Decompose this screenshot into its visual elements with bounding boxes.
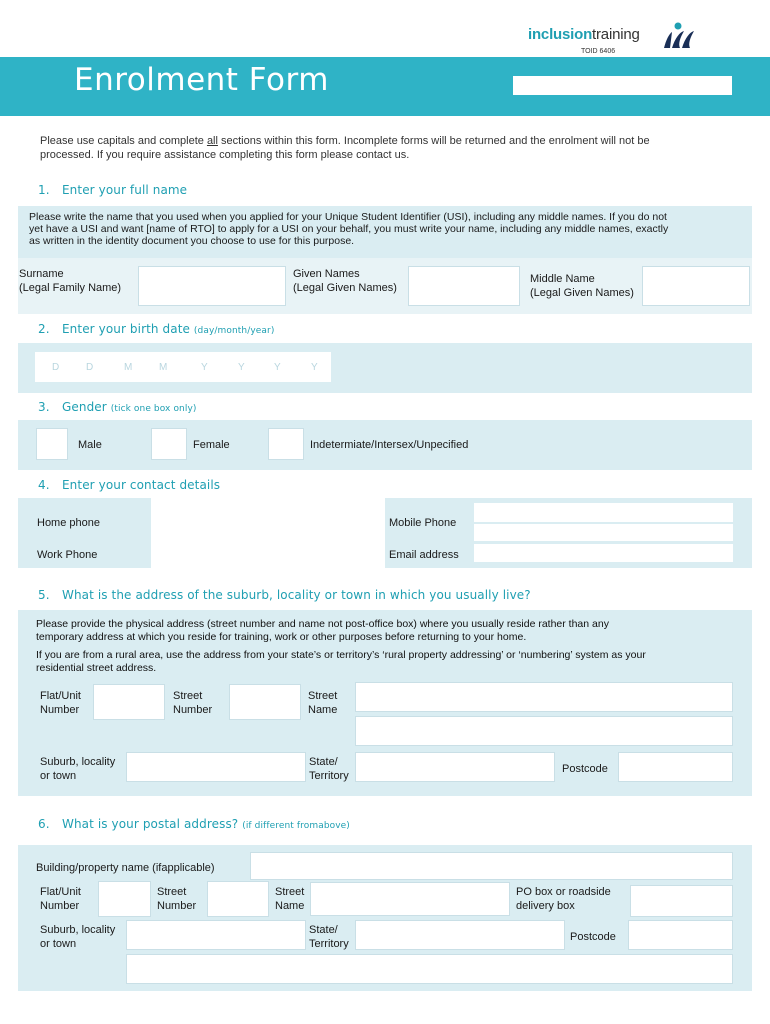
s1-instruction-line2: yet have a USI and want [name of RTO] to apply for a USI on your behalf, you must write your name, including any middle names, exactly	[29, 223, 669, 235]
s6-suburb-input[interactable]	[126, 920, 306, 950]
s5-street-number-input[interactable]	[229, 684, 301, 720]
s5-street-name-line1: Street	[308, 690, 338, 702]
middle-name-input[interactable]	[642, 266, 750, 306]
s6-state-input[interactable]	[355, 920, 565, 950]
surname-input[interactable]	[138, 266, 286, 306]
s6-suburb-line1: Suburb, locality	[40, 924, 116, 936]
s6-street-name-input[interactable]	[310, 882, 510, 916]
s6-street-number-input[interactable]	[207, 881, 269, 917]
section-2-subtitle: (day/month/year)	[193, 326, 275, 336]
section-6-number: 6.	[38, 817, 50, 831]
s5-street-name-line2: Name	[308, 704, 338, 716]
logo-mark-icon	[658, 22, 698, 50]
s5-para2-line2: residential street address.	[36, 662, 157, 674]
intro-part1: Please use capitals and complete	[40, 135, 207, 147]
po-box-line1: PO box or roadside	[516, 886, 611, 898]
s5-postcode-label: Postcode	[562, 763, 608, 775]
work-phone-input[interactable]	[151, 536, 376, 564]
birth-month-1: M	[124, 362, 133, 373]
logo-wordmark	[528, 26, 640, 43]
po-box-line2: delivery box	[516, 900, 575, 912]
s6-suburb-line2: or town	[40, 938, 77, 950]
birth-date-input[interactable]	[35, 352, 331, 382]
s5-para1-line2: temporary address at which you reside for training, work or other purposes before returning to your home.	[36, 631, 527, 643]
section-3-heading	[38, 400, 197, 414]
intro-underlined: all	[206, 135, 218, 147]
s5-flat-label	[40, 689, 81, 717]
s5-street-name-label	[308, 689, 337, 717]
section-4-title: Enter your contact details	[62, 478, 221, 492]
s5-flat-label-line2: Number	[40, 704, 80, 716]
s5-street-number-line2: Number	[173, 704, 213, 716]
home-phone-label: Home phone	[37, 517, 100, 529]
email-label: Email address	[389, 549, 459, 561]
section-3-number: 3.	[38, 400, 50, 414]
po-box-input[interactable]	[630, 885, 733, 917]
section-1-title: Enter your full name	[62, 183, 188, 197]
intro-text	[40, 134, 650, 148]
surname-label-line1: Surname	[19, 268, 64, 280]
s5-state-input[interactable]	[355, 752, 555, 782]
toid-label: TOID 6406	[581, 48, 616, 55]
section-5-heading	[38, 588, 531, 602]
s6-street-number-line1: Street	[157, 886, 187, 898]
s5-suburb-line2: or town	[40, 770, 77, 782]
s5-street-name-input-2[interactable]	[355, 716, 733, 746]
s6-street-number-line2: Number	[157, 900, 197, 912]
section-5-title: What is the address of the suburb, locality or town in which you usually live?	[62, 588, 531, 602]
s6-suburb-label	[40, 923, 115, 951]
gender-male-label: Male	[78, 439, 102, 451]
s6-street-name-line1: Street	[275, 886, 305, 898]
logo-brand-light: training	[592, 26, 640, 43]
s5-flat-label-line1: Flat/Unit	[40, 690, 81, 702]
s5-suburb-label	[40, 755, 115, 783]
section-2-number: 2.	[38, 322, 50, 336]
surname-label	[19, 267, 121, 295]
s5-para1-line1: Please provide the physical address (street number and name not post-office box) where you usually reside rather than any	[36, 618, 609, 630]
given-label-line1: Given Names	[293, 268, 360, 280]
page-title: Enrolment Form	[74, 62, 329, 98]
s5-state-label	[309, 755, 349, 783]
birth-month-2: M	[159, 362, 168, 373]
birth-year-1: Y	[201, 362, 208, 373]
s6-flat-line1: Flat/Unit	[40, 886, 81, 898]
logo-brand-bold: inclusion	[528, 26, 593, 43]
intro-line2: processed. If you require assistance completing this form please contact us.	[40, 149, 410, 161]
s1-instruction-line3: as written in the identity document you choose to use for this purpose.	[29, 235, 355, 247]
section-3-title: Gender	[62, 400, 107, 414]
gender-male-checkbox[interactable]	[36, 428, 68, 460]
mobile-phone-label: Mobile Phone	[389, 517, 457, 529]
gender-female-label: Female	[193, 439, 230, 451]
section-6-title: What is your postal address?	[62, 817, 239, 831]
section-4-number: 4.	[38, 478, 50, 492]
s5-street-number-line1: Street	[173, 690, 203, 702]
gender-indeterminate-label: Indetermiate/Intersex/Unpecified	[310, 439, 469, 451]
s6-flat-label	[40, 885, 81, 913]
logo	[528, 22, 708, 62]
section-1-number: 1.	[38, 183, 50, 197]
section-4-heading	[38, 478, 220, 492]
section-6-subtitle: (if different fromabove)	[242, 821, 350, 831]
s6-street-name-line2: Name	[275, 900, 305, 912]
s5-para2-line1: If you are from a rural area, use the address from your state’s or territory’s ‘rural property addressing’ or ‘numbering’ system as your	[36, 649, 646, 661]
surname-label-line2: (Legal Family Name)	[19, 282, 122, 294]
section-5-number: 5.	[38, 588, 50, 602]
s5-state-line1: State/	[309, 756, 338, 768]
s5-suburb-input[interactable]	[126, 752, 306, 782]
section-2-title: Enter your birth date	[62, 322, 190, 336]
middle-label-line2: (Legal Given Names)	[530, 287, 634, 299]
s6-postcode-input[interactable]	[628, 920, 733, 950]
po-box-label	[516, 885, 611, 913]
s6-state-label	[309, 923, 349, 951]
section-2-heading	[38, 322, 274, 336]
s5-street-name-input[interactable]	[355, 682, 733, 712]
s6-state-line1: State/	[309, 924, 338, 936]
s5-street-number-label	[173, 689, 212, 717]
mobile-phone-input-2[interactable]	[474, 524, 733, 541]
intro-part2: sections within this form. Incomplete forms will be returned and the enrolment will not be	[217, 135, 650, 147]
given-label-line2: (Legal Given Names)	[293, 282, 397, 294]
birth-day-2: D	[86, 362, 94, 373]
s6-flat-line2: Number	[40, 900, 80, 912]
birth-day-1: D	[52, 362, 60, 373]
email-input[interactable]	[474, 544, 733, 562]
section-3-subtitle: (tick one box only)	[110, 404, 197, 414]
section-1-heading	[38, 183, 187, 197]
birth-year-3: Y	[274, 362, 281, 373]
section-6-heading	[38, 817, 350, 831]
s6-street-number-label	[157, 885, 196, 913]
birth-year-2: Y	[238, 362, 245, 373]
work-phone-label: Work Phone	[37, 549, 98, 561]
s6-postcode-label: Postcode	[570, 931, 616, 943]
building-name-label: Building/property name (ifapplicable)	[36, 862, 215, 874]
birth-year-4: Y	[311, 362, 318, 373]
mobile-phone-input[interactable]	[474, 503, 733, 522]
gender-female-checkbox[interactable]	[151, 428, 187, 460]
header-input[interactable]	[513, 76, 732, 95]
s5-flat-input[interactable]	[93, 684, 165, 720]
s6-extra-address-input[interactable]	[126, 954, 733, 984]
s5-state-line2: Territory	[309, 770, 349, 782]
s5-postcode-input[interactable]	[618, 752, 733, 782]
s5-suburb-line1: Suburb, locality	[40, 756, 116, 768]
middle-name-label	[530, 272, 634, 300]
given-names-label	[293, 267, 397, 295]
given-names-input[interactable]	[408, 266, 520, 306]
s1-instruction-line1: Please write the name that you used when you applied for your Unique Student Identifier (USI), including any middle names. If you do not	[29, 211, 667, 223]
home-phone-input[interactable]	[151, 504, 376, 532]
building-name-input[interactable]	[250, 852, 733, 880]
s6-state-line2: Territory	[309, 938, 349, 950]
gender-indeterminate-checkbox[interactable]	[268, 428, 304, 460]
middle-label-line1: Middle Name	[530, 273, 595, 285]
s6-flat-input[interactable]	[98, 881, 151, 917]
s6-street-name-label	[275, 885, 304, 913]
